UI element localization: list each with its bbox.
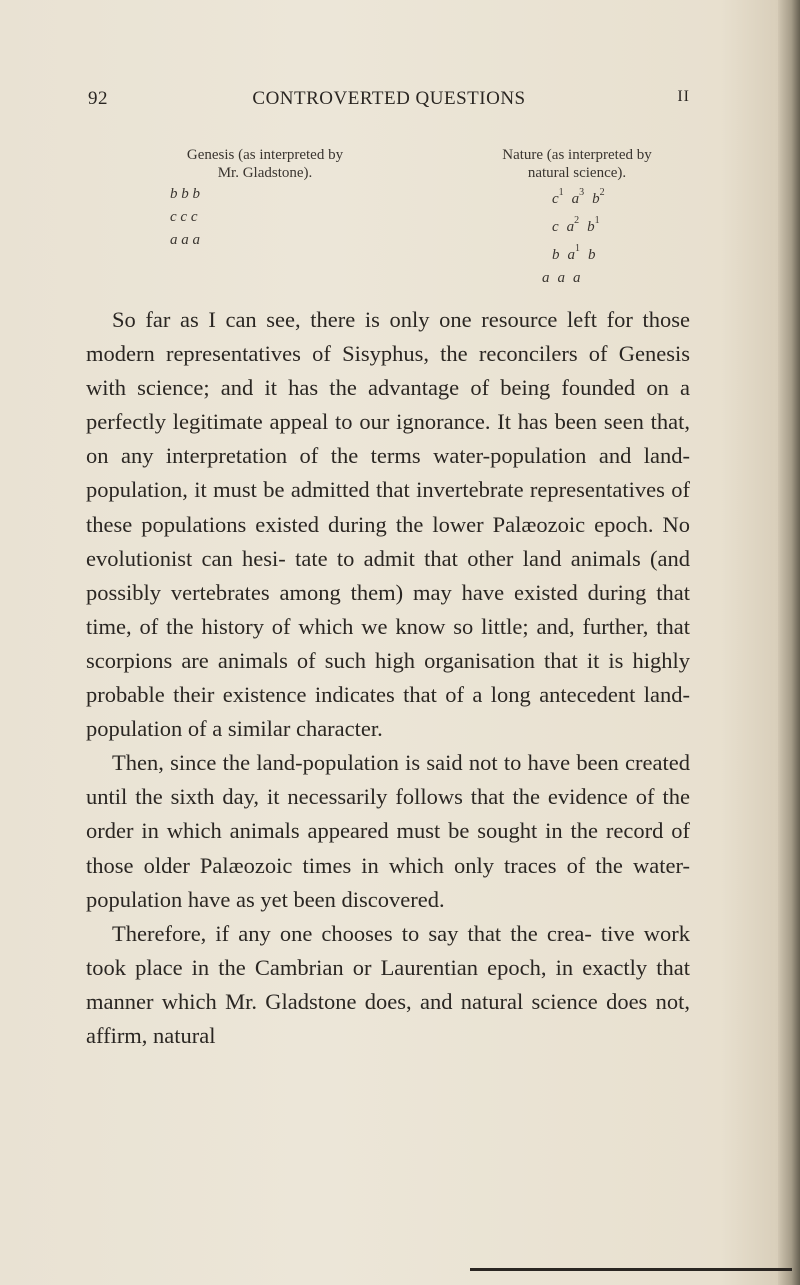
nature-symbol: $b^1$	[587, 215, 600, 235]
nature-heading-line-1: Nature (as interpreted by	[502, 147, 652, 163]
nature-symbol: b	[552, 247, 560, 263]
genesis-row: c c c	[170, 209, 198, 225]
nature-heading-line-2: natural science).	[527, 165, 627, 181]
chapter-number: II	[677, 88, 690, 105]
nature-row	[462, 211, 692, 239]
nature-row	[462, 239, 692, 267]
nature-row	[462, 267, 692, 290]
nature-symbol-superscript: 3	[579, 187, 585, 198]
body-text	[86, 303, 690, 1053]
nature-symbol: $a^3$	[571, 187, 585, 207]
page-header	[88, 88, 690, 112]
bottom-rule	[470, 1268, 792, 1271]
paragraph: Then, since the land-population is said not to have been created until the sixth day, it necessarily follows that the evidence of the order in which animals appeared must be sought in the record of those older Palæozoic times in which only traces of the water- population have as yet been discovered.	[86, 750, 690, 912]
nature-symbol: $a^2$	[566, 215, 580, 235]
paragraph: Therefore, if any one chooses to say that the crea- tive work took place in the Cambrian or Laurentian epoch, in exactly that manner which Mr. Gladstone does, and natural science does not, affirm, natural	[86, 920, 690, 1048]
comparison-table	[150, 146, 690, 286]
genesis-heading-line-2: Mr. Gladstone).	[217, 165, 313, 181]
nature-symbol: $a^1$	[567, 243, 580, 263]
nature-symbol-superscript: 1	[575, 243, 580, 254]
nature-symbol-superscript: 1	[594, 215, 600, 226]
nature-column	[462, 146, 692, 290]
nature-symbol: a	[557, 270, 565, 286]
running-title: CONTROVERTED QUESTIONS	[252, 88, 526, 109]
nature-symbol: $b^2$	[592, 187, 605, 207]
page-number: 92	[88, 88, 108, 109]
genesis-row: a a a	[170, 232, 200, 248]
nature-symbol: $c^1$	[552, 187, 564, 207]
genesis-heading-line-1: Genesis (as interpreted by	[186, 147, 344, 163]
nature-symbol: a	[573, 270, 581, 286]
binding-edge	[778, 0, 800, 1285]
nature-symbol-superscript: 2	[574, 215, 580, 226]
nature-symbol: a	[542, 270, 550, 286]
paragraph: So far as I can see, there is only one resource left for those modern representatives of Sisyphus, the reconcilers of Genesis with science; and it has the advantage of being founded on a perfectly legitimate appeal to our ignorance. It has been seen that, on any interpretation of the terms water-population and land-population, it must be admitted that invertebrate representatives of these populations existed during the lower Palæozoic epoch. No evolutionist can hesi- tate to admit that other land animals (and possibly vertebrates among them) may have existed during that time, of the history of which we know so little; and, further, that scorpions are animals of such high organisation that it is highly probable their existence indicates that of a long antecedent land-population of a similar character.	[86, 307, 690, 742]
nature-row	[462, 183, 692, 211]
nature-rows	[462, 183, 692, 290]
nature-symbol: b	[588, 247, 596, 263]
nature-symbol-superscript: 1	[558, 187, 564, 198]
nature-symbol: c	[552, 219, 559, 235]
genesis-row: b b b	[170, 186, 200, 202]
nature-symbol-superscript: 2	[599, 187, 605, 198]
genesis-column	[150, 146, 380, 252]
